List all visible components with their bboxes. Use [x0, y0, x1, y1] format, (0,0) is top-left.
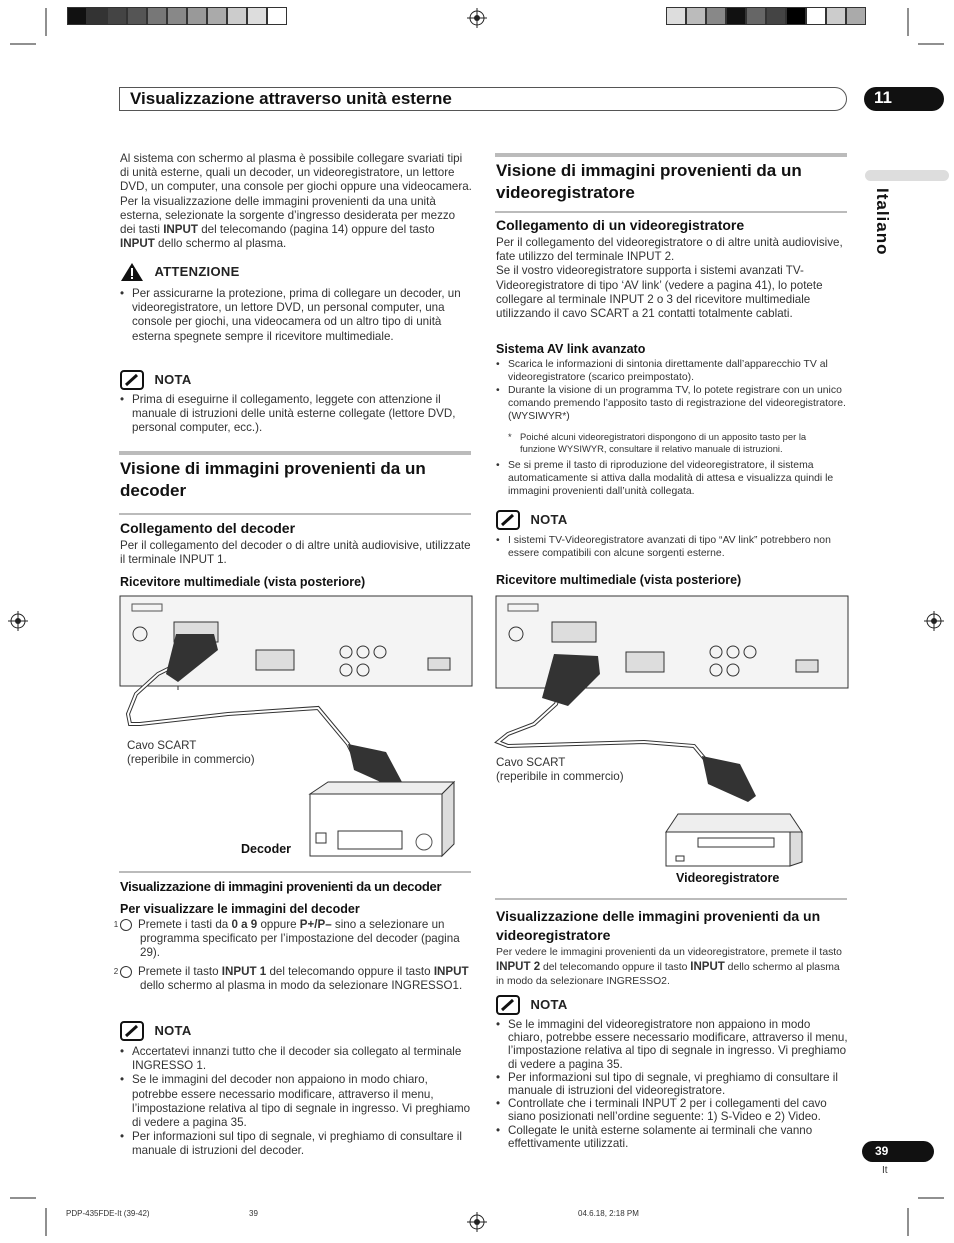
footer-doc-id: PDP-435FDE-It (39-42) — [66, 1209, 150, 1218]
section-title-vcr: Visione di immagini provenienti da un videoregistratore — [496, 161, 802, 202]
list-item: • Se si preme il tasto di riproduzione del videoregistratore, il sistema automaticamente si attiva dalla modalità di attesa e visualizza quindi le immagini provenienti dall’unità collegata. — [496, 459, 846, 498]
avlink-footnote — [508, 431, 838, 455]
cable-label-left — [127, 739, 255, 767]
avlink-list — [496, 358, 846, 423]
nota-title-2: NOTA — [154, 1023, 192, 1039]
intro-bold-1: INPUT — [163, 223, 198, 237]
color-swatch — [726, 7, 746, 25]
nota-list-3 — [496, 534, 846, 560]
list-item: • Per informazioni sul tipo di segnale, vi preghiamo di consultare il manuale di istruzioni del decoder. — [120, 1130, 472, 1158]
nota-list-4 — [496, 1018, 848, 1150]
step-1-text-a: Premete i tasti da — [138, 918, 232, 931]
color-swatch — [786, 7, 806, 25]
nota-title-1: NOTA — [154, 372, 192, 388]
step-1-number: 1 — [120, 919, 132, 931]
color-swatch — [127, 7, 147, 25]
cable-label-left-2: (reperibile in commercio) — [127, 753, 255, 767]
per-visualizzare-title: Per visualizzare le immagini del decoder — [120, 902, 360, 916]
chapter-number: 11 — [874, 88, 892, 107]
note-pencil-icon — [120, 1021, 144, 1041]
vis-vcr-text — [496, 946, 848, 989]
collegamento-decoder-title: Collegamento del decoder — [120, 520, 296, 536]
attenzione-list — [120, 287, 470, 344]
color-swatch — [87, 7, 107, 25]
cable-label-left-1: Cavo SCART — [127, 739, 197, 752]
intro-paragraph — [120, 152, 472, 251]
vis-decoder-rule — [119, 871, 471, 873]
footnote-mark: * — [508, 431, 512, 442]
intro-text-2: del telecomando (pagina 14) oppure del tasto — [197, 223, 435, 237]
page-title: Visualizzazione attraverso unità esterne — [130, 89, 452, 108]
list-item: • I sistemi TV-Videoregistratore avanzati di tipo “AV link” potrebbero non essere compatibili con alcune sorgenti esterne. — [496, 534, 846, 560]
color-swatch — [187, 7, 207, 25]
section-title-decoder: Visione di immagini provenienti da un decoder — [120, 459, 426, 500]
step-2-text-e: dello schermo al plasma in modo da selezionare INGRESSO1. — [140, 979, 463, 993]
section-rule-decoder — [119, 513, 471, 515]
figure-caption-left: Ricevitore multimediale (vista posteriore) — [120, 575, 366, 589]
nota-list-1 — [120, 393, 472, 436]
list-item: • Controllate che i terminali INPUT 2 per i collegamenti del cavo siano posizionati nell’ordine seguente: 1) S-Video e 2) Video. — [496, 1097, 848, 1123]
cable-label-right-2: (reperibile in commercio) — [496, 770, 624, 784]
intro-text-3: dello schermo al plasma. — [154, 237, 287, 251]
vis-vcr-text-e: dello schermo al plasma in modo da selezionare INGRESSO2. — [496, 962, 840, 987]
avlink-title: Sistema AV link avanzato — [496, 342, 646, 356]
step-1 — [113, 918, 472, 961]
step-1-text-e: sino a selezionare un programma specificato per l’impostazione del decoder (pagina 29). — [140, 918, 460, 960]
list-item: • Collegate le unità esterne solamente ai terminali che vanno effettivamente utilizzati. — [496, 1124, 848, 1150]
nota-title-3: NOTA — [530, 512, 568, 528]
color-swatch — [267, 7, 287, 25]
attenzione-heading — [120, 262, 240, 282]
color-swatch — [107, 7, 127, 25]
collegamento-vcr-text-1: Per il collegamento del videoregistratore o di altre unità audiovisive, fate utilizzo del terminale INPUT 2. — [496, 236, 843, 264]
step-2 — [113, 965, 472, 993]
vis-vcr-title: Visualizzazione delle immagini provenienti da un videoregistratore — [496, 908, 821, 943]
list-item: • Se le immagini del videoregistratore non appaiono in modo chiaro, potrebbe essere necessario modificare, attraverso il menu, l’impostazione relativa al tipo di segnale in ingresso. Vi preghiamo di vedere a pagina 35. — [496, 1018, 848, 1071]
attenzione-title: ATTENZIONE — [154, 264, 240, 280]
step-1-bold-d: P+/P– — [299, 918, 332, 931]
step-2-number: 2 — [120, 966, 132, 978]
color-swatch — [147, 7, 167, 25]
color-swatch — [247, 7, 267, 25]
color-swatch — [666, 7, 686, 25]
vis-vcr-text-c: del telecomando oppure il tasto — [540, 962, 691, 973]
collegamento-vcr-text — [496, 236, 848, 321]
vis-vcr-rule — [495, 898, 847, 900]
list-item: • Scarica le informazioni di sintonia direttamente dall’apparecchio TV al videoregistratore (scarico preimpostato). — [496, 358, 846, 384]
step-1-text-c: oppure — [257, 918, 300, 931]
color-swatch — [67, 7, 87, 25]
warning-icon — [120, 262, 144, 282]
step-2-bold-d: INPUT — [433, 965, 469, 978]
note-pencil-icon — [120, 370, 144, 390]
list-item: • Prima di eseguirne il collegamento, leggete con attenzione il manuale di istruzioni delle unità esterne collegate (lettore DVD, personal computer, ecc.). — [120, 393, 472, 436]
cable-label-right — [496, 756, 624, 784]
step-2-text-c: del telecomando oppure il tasto — [266, 965, 434, 978]
side-tab-language: Italiano — [873, 188, 892, 256]
nota-heading-1 — [120, 370, 192, 390]
step-1-bold-b: 0 a 9 — [231, 918, 258, 931]
page-number-badge — [862, 1141, 934, 1162]
list-item: • Per informazioni sul tipo di segnale, vi preghiamo di consultare il manuale di istruzioni del videoregistratore. — [496, 1071, 848, 1097]
list-item: • Se le immagini del decoder non appaiono in modo chiaro, potrebbe essere necessario modificare, attraverso il menu, l’impostazione relativa al tipo di segnale in ingresso. Vi preghiamo di vedere a pagina 35. — [120, 1073, 472, 1130]
intro-text-1: Al sistema con schermo al plasma è possibile collegare svariati tipi di unità esterne, quali un decoder, un videoregistratore, un lettore DVD, un computer, una console per giochi oppure una videocamera. Per la visualizzazione delle immagini provenienti da una unità esterna, selezionate la sorgente d’ingresso desiderata per mezzo dei tasti — [120, 152, 472, 237]
chapter-badge — [864, 87, 944, 111]
collegamento-vcr-title: Collegamento di un videoregistratore — [496, 217, 745, 233]
footnote-text: Poiché alcuni videoregistratori dispongono di un apposito tasto per la funzione WYSIWYR, consultare il relativo manuale di istruzioni. — [520, 431, 807, 454]
decoder-label: Decoder — [241, 842, 292, 856]
avlink-list-2 — [496, 459, 846, 498]
cable-label-right-1: Cavo SCART — [496, 756, 566, 769]
color-swatch — [766, 7, 786, 25]
page-number: 39 — [875, 1144, 889, 1158]
color-swatch — [826, 7, 846, 25]
color-swatch — [207, 7, 227, 25]
vis-vcr-bold-b: INPUT 2 — [496, 961, 541, 973]
footer-date: 04.6.18, 2:18 PM — [578, 1209, 639, 1218]
page-lang: It — [882, 1165, 888, 1176]
color-swatch — [227, 7, 247, 25]
color-swatch — [167, 7, 187, 25]
nota-heading-4 — [496, 995, 568, 1015]
nota-title-4: NOTA — [530, 997, 568, 1013]
section-bar-vcr — [495, 153, 847, 157]
nota-list-2 — [120, 1045, 472, 1159]
step-2-text-a: Premete il tasto — [138, 965, 222, 978]
step-2-bold-b: INPUT 1 — [221, 965, 267, 978]
vis-vcr-text-a: Per vedere le immagini provenienti da un videoregistratore, premete il tasto — [496, 947, 842, 958]
decoder-connection-diagram — [118, 594, 473, 864]
section-rule-vcr — [495, 211, 847, 213]
vis-vcr-bold-d: INPUT — [690, 961, 725, 973]
color-swatch — [846, 7, 866, 25]
vcr-label: Videoregistratore — [676, 871, 780, 885]
vcr-connection-diagram — [494, 594, 849, 869]
list-item: • Durante la visione di un programma TV, lo potete registrare con un unico comando premendo l’apposito tasto di registrazione del videoregistratore. (WYSIWYR*) — [496, 384, 846, 423]
vis-decoder-title: Visualizzazione di immagini provenienti da un decoder — [120, 879, 442, 894]
note-pencil-icon — [496, 510, 520, 530]
side-tab-bar — [865, 170, 949, 181]
intro-bold-2: INPUT — [120, 237, 155, 251]
nota-heading-3 — [496, 510, 568, 530]
collegamento-vcr-text-2: Se il vostro videoregistratore supporta i sistemi avanzati TV-Videoregistratore di tipo ‘AV link’ (vedere a pagina 41), lo potete collegare al terminale INPUT 2 o 3 del ricevitore multimediale utilizzando il cavo SCART a 21 contatti totalmente cablati. — [496, 264, 823, 321]
list-item: • Per assicurarne la protezione, prima di collegare un decoder, un videoregistratore, un lettore DVD, un personal computer, una console per giochi, una videocamera od un altro tipo di unità esterna spegnete sempre il ricevitore multimediale. — [120, 287, 470, 344]
color-swatch — [746, 7, 766, 25]
nota-heading-2 — [120, 1021, 192, 1041]
color-swatch — [706, 7, 726, 25]
list-item: • Accertatevi innanzi tutto che il decoder sia collegato al terminale INGRESSO 1. — [120, 1045, 472, 1073]
color-swatch — [806, 7, 826, 25]
section-bar-decoder — [119, 451, 471, 455]
color-swatch — [686, 7, 706, 25]
figure-caption-right: Ricevitore multimediale (vista posteriore) — [496, 573, 742, 587]
collegamento-decoder-text: Per il collegamento del decoder o di altre unità audiovisive, utilizzate il terminale INPUT 1. — [120, 539, 471, 567]
footer-page-ref: 39 — [249, 1209, 258, 1218]
note-pencil-icon — [496, 995, 520, 1015]
